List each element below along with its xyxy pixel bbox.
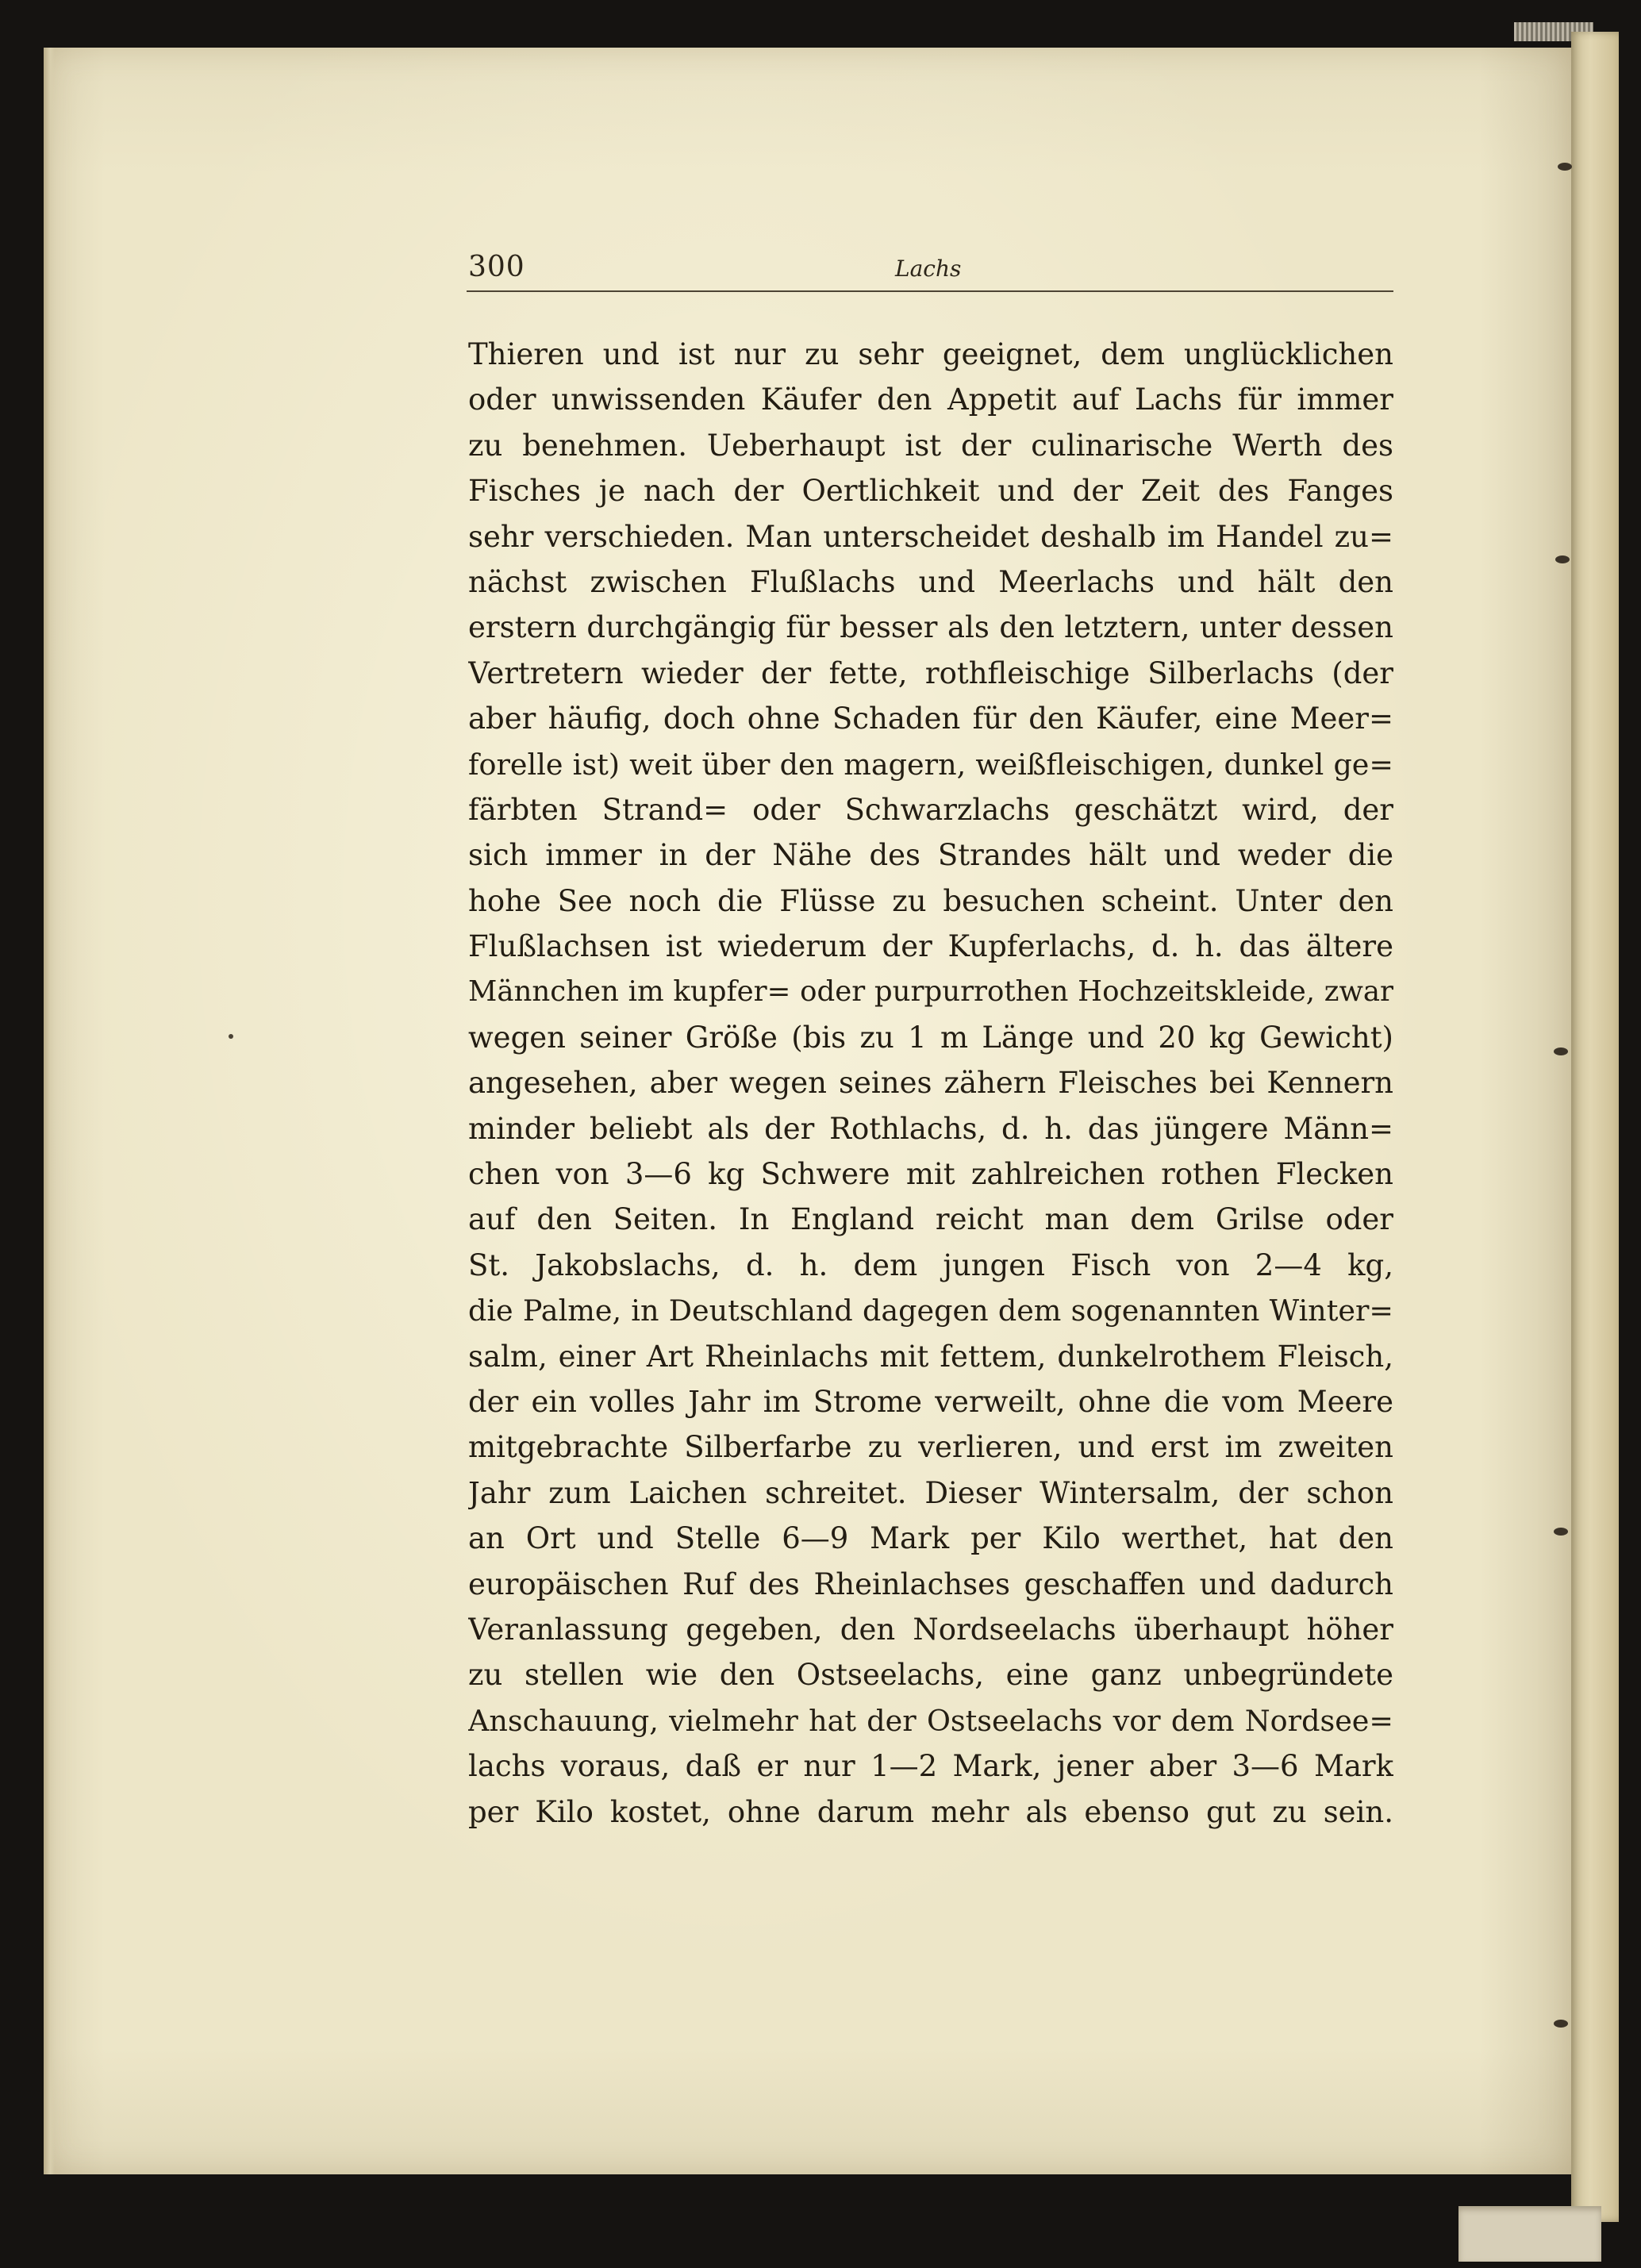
text-line: Thieren und ist nur zu sehr geeignet, dem unglücklichen xyxy=(468,337,1393,371)
body-text xyxy=(468,332,1393,1835)
text-line: zu benehmen. Ueberhaupt ist der culinarische Werth des xyxy=(468,428,1393,463)
page-left-edge xyxy=(44,48,55,2174)
text-line: oder unwissenden Käufer den Appetit auf Lachs für immer xyxy=(468,382,1393,417)
text-line: sich immer in der Nähe des Strandes hält und weder die xyxy=(468,838,1393,873)
text-line: Jahr zum Laichen schreitet. Dieser Wintersalm, der schon xyxy=(468,1475,1393,1510)
text-line: europäischen Ruf des Rheinlachses geschaffen und dadurch xyxy=(468,1566,1393,1601)
text-line: nächst zwischen Flußlachs und Meerlachs und hält den xyxy=(468,564,1393,599)
text-line: sehr verschieden. Man unterscheidet deshalb im Handel zu= xyxy=(468,519,1393,554)
running-head: Lachs xyxy=(895,256,962,282)
text-line: die Palme, in Deutschland dagegen dem sogenannten Winter= xyxy=(468,1294,1393,1328)
text-line: mitgebrachte Silberfarbe zu verlieren, und erst im zweiten xyxy=(468,1430,1393,1465)
text-line: erstern durchgängig für besser als den letztern, unter dessen xyxy=(468,610,1393,645)
text-line: Anschauung, vielmehr hat der Ostseelachs vor dem Nordsee= xyxy=(468,1703,1393,1738)
text-line: salm, einer Art Rheinlachs mit fettem, dunkelrothem Fleisch, xyxy=(468,1339,1393,1374)
page-number: 300 xyxy=(468,251,525,283)
text-line: lachs voraus, daß er nur 1—2 Mark, jener aber 3—6 Mark xyxy=(468,1749,1393,1784)
text-line: forelle ist) weit über den magern, weißfleischigen, dunkel ge= xyxy=(468,747,1393,782)
text-line: angesehen, aber wegen seines zähern Fleisches bei Kennern xyxy=(468,1066,1393,1101)
text-line: minder beliebt als der Rothlachs, d. h. das jüngere Männ= xyxy=(468,1111,1393,1146)
text-line: Flußlachsen ist wiederum der Kupferlachs, d. h. das ältere xyxy=(468,929,1393,964)
text-line: chen von 3—6 kg Schwere mit zahlreichen rothen Flecken xyxy=(468,1157,1393,1192)
text-line: zu stellen wie den Ostseelachs, eine ganz unbegründete xyxy=(468,1658,1393,1693)
binding-stitch xyxy=(1558,163,1572,171)
facing-page-edge xyxy=(1571,32,1619,2222)
text-line: Vertretern wieder der fette, rothfleischige Silberlachs (der xyxy=(468,655,1393,690)
binding-stitch xyxy=(1555,555,1570,563)
text-line: wegen seiner Größe (bis zu 1 m Länge und 20 kg Gewicht) xyxy=(468,1020,1393,1055)
text-line: Männchen im kupfer= oder purpurrothen Hochzeitskleide, zwar xyxy=(468,975,1393,1009)
text-line: färbten Strand= oder Schwarzlachs geschätzt wird, der xyxy=(468,792,1393,827)
text-line: per Kilo kostet, ohne darum mehr als ebenso gut zu sein. xyxy=(468,1794,1393,1829)
text-line: hohe See noch die Flüsse zu besuchen scheint. Unter den xyxy=(468,883,1393,918)
text-line: der ein volles Jahr im Strome verweilt, ohne die vom Meere xyxy=(468,1384,1393,1419)
text-line: Veranlassung gegeben, den Nordseelachs überhaupt höher xyxy=(468,1612,1393,1647)
paper-speck xyxy=(229,1034,233,1039)
bottom-binding-tab xyxy=(1458,2206,1601,2262)
binding-stitch xyxy=(1554,2020,1568,2028)
text-line: Fisches je nach der Oertlichkeit und der Zeit des Fanges xyxy=(468,474,1393,509)
binding-stitch xyxy=(1554,1048,1568,1055)
binding-stitch xyxy=(1554,1528,1568,1536)
text-line: aber häufig, doch ohne Schaden für den Käufer, eine Meer= xyxy=(468,702,1393,736)
text-line: auf den Seiten. In England reicht man dem Grilse oder xyxy=(468,1202,1393,1237)
text-line: St. Jakobslachs, d. h. dem jungen Fisch von 2—4 kg, xyxy=(468,1247,1393,1282)
text-line: an Ort und Stelle 6—9 Mark per Kilo werthet, hat den xyxy=(468,1521,1393,1556)
page-header xyxy=(467,246,1393,292)
